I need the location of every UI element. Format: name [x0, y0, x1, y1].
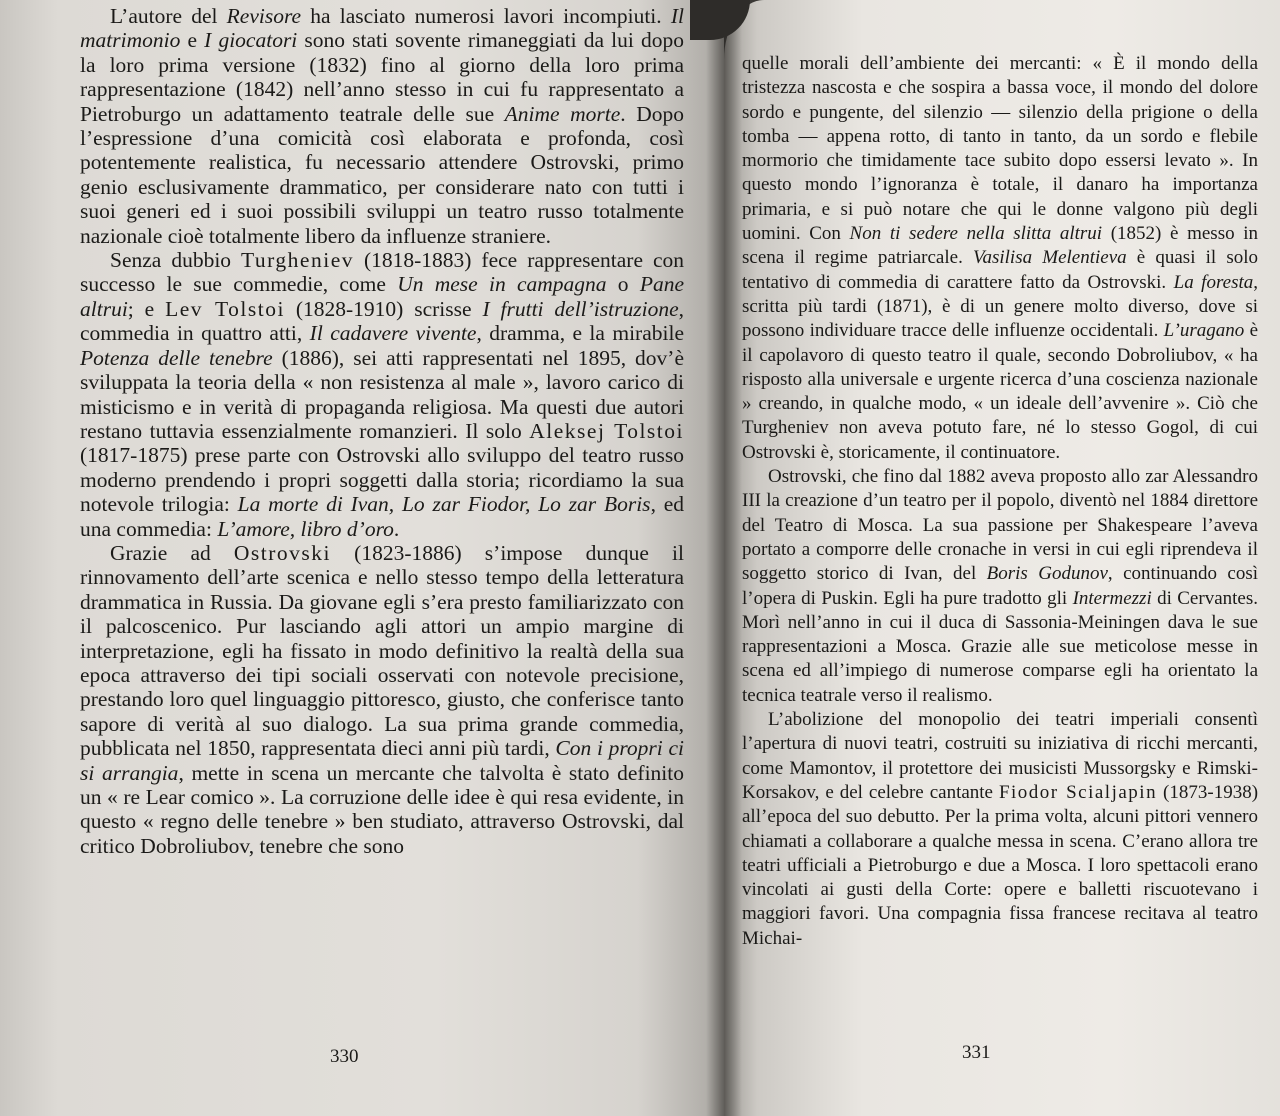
left-paragraph-2: Senza dubbio Turgheniev (1818-1883) fece rappresentare con successo le sue commedie, come Un mese in campagna o Pane altrui; e Lev Tolstoi (1828-1910) scrisse I frutti dell’istruzione, commedia in quattro atti, Il cadavere vivente, dramma, e la mirabile Potenza delle tenebre (1886), sei atti rappresentati nel 1895, dov’è sviluppata la teoria della « non resistenza al male », lavoro carico di misticismo e in verità di propaganda religiosa. Ma questi due autori restano tuttavia essenzialmente romanzieri. Il solo Aleksej Tolstoi (1817-1875) prese parte con Ostrovski allo sviluppo del teatro russo moderno prendendo i propri soggetti dalla storia; ricordiamo la sua notevole trilogia: La morte di Ivan, Lo zar Fiodor, Lo zar Boris, ed una commedia: L’amore, libro d’oro. — [80, 248, 685, 541]
right-page — [724, 0, 1280, 1116]
right-page-number: 331 — [962, 1042, 991, 1063]
right-paragraph-1: quelle morali dell’ambiente dei mercanti: « È il mondo della tristezza nascosta e che sospira a bassa voce, il mondo del dolore sordo e pungente, del silenzio — silenzio della prigione o della tomba — appena rotto, di tanto in tanto, da un sordo e flebile mormorio che timidamente tace subito dopo essersi levato ». In questo mondo l’ignoranza è totale, il danaro ha importanza primaria, e si può notare che qui le donne valgono più degli uomini. Con Non ti sedere nella slitta altrui (1852) è messo in scena il regime patriarcale. Vasilisa Melentieva è quasi il solo tentativo di commedia di carattere fatto da Ostrovski. La foresta, scritta più tardi (1871), è di un genere molto diverso, dove si possono individuare tracce delle influenze occidentali. L’uragano è il capolavoro di questo teatro il quale, secondo Dobroliubov, « ha risposto alla universale e urgente ricerca d’una coscienza nazionale » creando, in qualche modo, « un ideale dell’avvenire ». Ciò che Turgheniev non aveva potuto fare, né lo stesso Gogol, di cui Ostrovski è, storicamente, il continuatore. — [742, 53, 1259, 463]
left-paragraph-1: L’autore del Revisore ha lasciato numerosi lavori incompiuti. Il matrimonio e I giocatori sono stati sovente rimaneggiati da lui dopo la loro prima versione (1832) fino al giorno della loro prima rappresentazione (1842) nell’anno stesso in cui fu rappresentato a Pietroburgo un adattamento teatrale delle sue Anime morte. Dopo l’espressione d’una comicità così elaborata e profonda, così potentemente realistica, fu necessario attendere Ostrovski, primo genio esclusivamente drammatico, per considerare nato con tutti i suoi generi ed i suoi possibili sviluppi un teatro russo totalmente nazionale cioè totalmente libero da influenze straniere. — [80, 4, 684, 248]
left-paragraph-3: Grazie ad Ostrovski (1823-1886) s’impose dunque il rinnovamento dell’arte scenica e nello stesso tempo della letteratura drammatica in Russia. Da giovane egli s’era presto familiarizzato con il palcoscenico. Pur lasciando agli attori un ampio margine di interpretazione, egli ha fissato in modo definitivo la realtà della sua epoca attraverso dei tipi sociali osservati con notevole precisione, prestando loro quel linguaggio pittoresco, giusto, che conferisce tanto sapore di verità al suo dialogo. La sua prima grande commedia, pubblicata nel 1850, rappresentata dieci anni più tardi, Con i propri ci si arrangia, mette in scena un mercante che talvolta è stato definito un « re Lear comico ». La corruzione delle idee è qui resa evidente, in questo « regno delle tenebre » ben studiato, attraverso Ostrovski, dal critico Dobroliubov, tenebre che sono — [80, 540, 684, 858]
left-page-number: 330 — [330, 1046, 359, 1067]
right-paragraph-3: L’abolizione del monopolio dei teatri imperiali consentì l’apertura di nuovi teatri, costruiti su iniziativa di ricchi mercanti, come Mamontov, il protettore dei musicisti Mussorgsky e Rimski-Korsakov, e del celebre cantante Fiodor Scialjapin (1873-1938) all’epoca del suo debutto. Per la prima volta, alcuni pittori vennero chiamati a collaborare a qualche messa in scena. C’erano allora tre teatri ufficiali a Pietroburgo e due a Mosca. I loro spettacoli erano vincolati ai gusti della Corte: opere e balletti riscuotevano i maggiori favori. Una compagnia fissa francese recitava al teatro Michai- — [742, 709, 1259, 949]
right-paragraph-2: Ostrovski, che fino dal 1882 aveva proposto allo zar Alessandro III la creazione d’un teatro per il popolo, diventò nel 1884 direttore del Teatro di Mosca. La sua passione per Shakespeare l’aveva portato a comporre delle cronache in versi in cui egli riprendeva il soggetto storico di Ivan, del Boris Godunov, continuando così l’opera di Puskin. Egli ha pure tradotto gli Intermezzi di Cervantes. Morì nell’anno in cui il duca di Sassonia-Meiningen dava le sue rappresentazioni a Mosca. Grazie alle sue meticolose messe in scena ed all’impiego di numerose comparse egli ha orientato la tecnica teatrale verso il realismo. — [742, 466, 1259, 706]
